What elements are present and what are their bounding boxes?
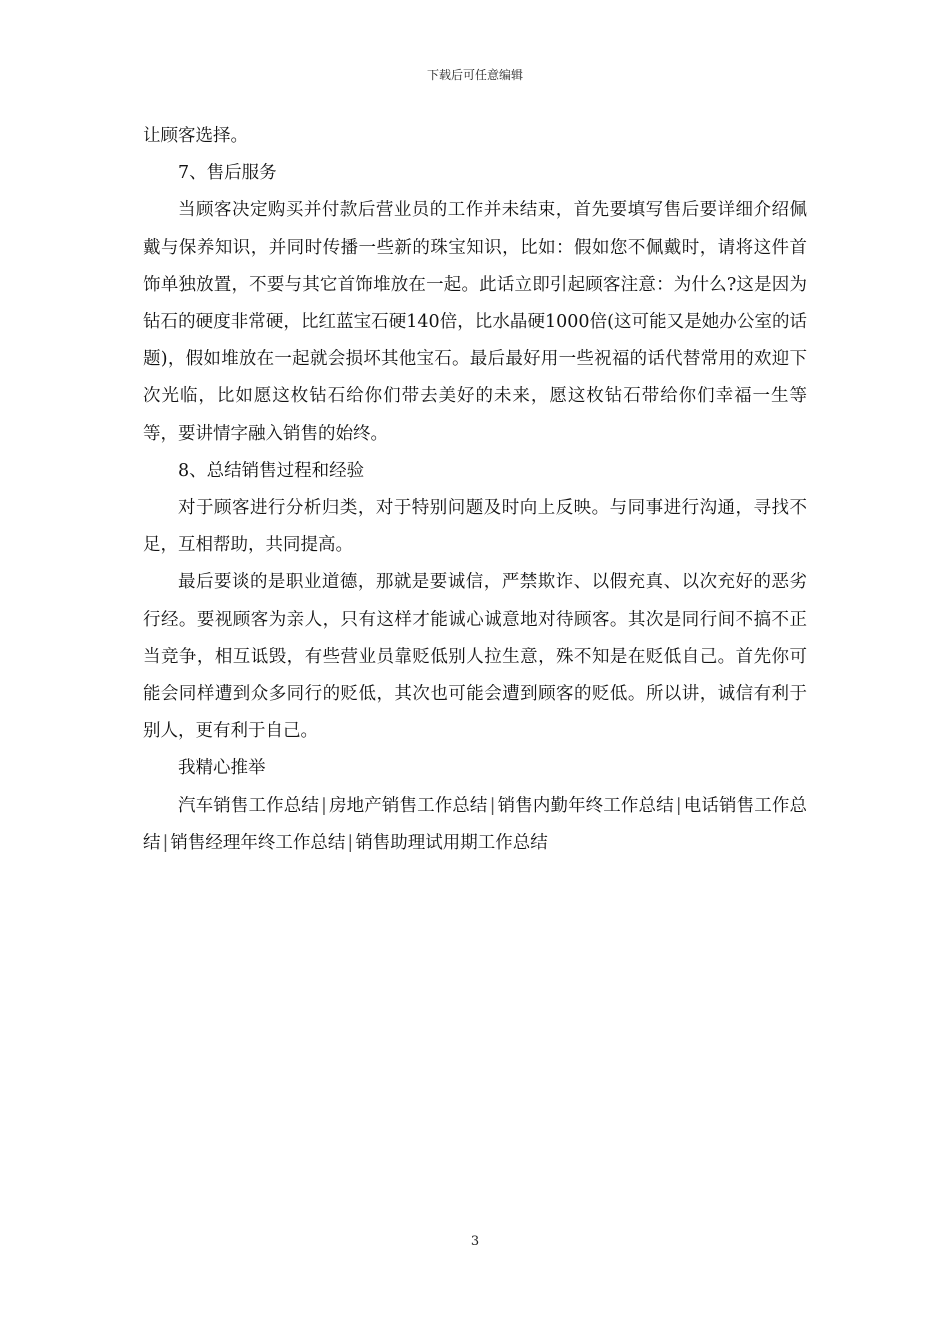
- link-separator: |: [675, 795, 682, 816]
- page-header: 下载后可任意编辑: [426, 68, 523, 82]
- link-separator: |: [489, 795, 496, 816]
- recommend-link[interactable]: 销售经理年终工作总结: [170, 832, 346, 853]
- link-separator: |: [320, 795, 327, 816]
- paragraph-ethics: 最后要谈的是职业道德，那就是要诚信，严禁欺诈、以假充真、以次充好的恶劣行经。要视顾客为亲人，只有这样才能诚心诚意地对待顾客。其次是同行间不搞不正当竞争，相互诋毁，有些营业员靠贬低别人拉生意，殊不知是在贬低自己。首先你可能会同样遭到众多同行的贬低，其次也可能会遭到顾客的贬低。所以讲，诚信有利于别人，更有利于自己。: [143, 572, 807, 742]
- link-separator: |: [162, 832, 169, 853]
- paragraph-after-sales: 当顾客决定购买并付款后营业员的工作并未结束，首先要填写售后要详细介绍佩戴与保养知识，并同时传播一些新的珠宝知识，比如：假如您不佩戴时，请将这件首饰单独放置，不要与其它首饰堆放在一起。此话立即引起顾客注意：为什么?这是因为钻石的硬度非常硬，比红蓝宝石硬140倍，比水晶硬1000倍(这可能又是她办公室的话题)，假如堆放在一起就会损坏其他宝石。最后最好用一些祝福的话代替常用的欢迎下次光临，比如愿这枚钻石给你们带去美好的未来，愿这枚钻石带给你们幸福一生等等，要讲情字融入销售的始终。: [143, 200, 807, 444]
- page-number: 3: [470, 1234, 480, 1249]
- paragraph-continuation: 让顾客选择。: [143, 126, 248, 146]
- recommend-link[interactable]: 汽车销售工作总结: [178, 795, 319, 816]
- section-heading-7: 7、售后服务: [178, 163, 277, 184]
- recommend-links: [143, 788, 807, 862]
- recommend-link[interactable]: 销售内勤年终工作总结: [497, 795, 674, 816]
- recommend-title: 我精心推举: [178, 758, 266, 779]
- paragraph-summary: 对于顾客进行分析归类，对于特别问题及时向上反映。与同事进行沟通，寻找不足，互相帮助，共同提高。: [143, 498, 807, 556]
- recommend-link[interactable]: 销售助理试用期工作总结: [355, 832, 548, 853]
- link-separator: |: [347, 832, 354, 853]
- document-body: [143, 118, 807, 862]
- recommend-link[interactable]: 电话销售工作总结: [143, 795, 808, 853]
- section-heading-8: 8、总结销售过程和经验: [178, 460, 365, 481]
- recommend-link[interactable]: 房地产销售工作总结: [328, 795, 488, 816]
